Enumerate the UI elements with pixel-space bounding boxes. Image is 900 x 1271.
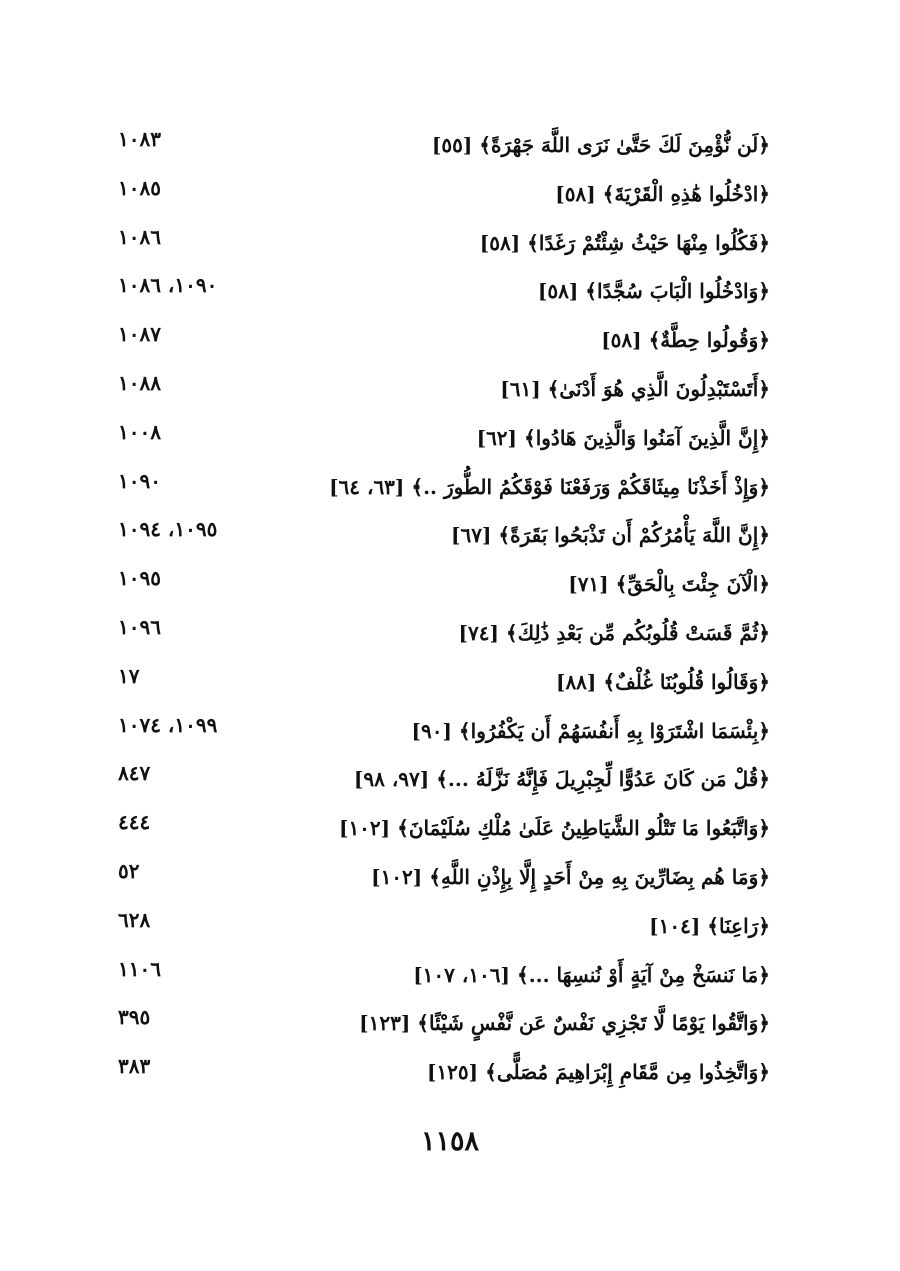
verse-text: ﴿الْآنَ جِئْتَ بِالْحَقِّ﴾ [٧١] [568,572,770,597]
verse-text: ﴿وَاتَّبَعُوا مَا تَتْلُو الشَّيَاطِينُ عَلَىٰ مُلْكِ سُلَيْمَانَ﴾ [١٠٢] [338,816,770,841]
index-row [118,220,770,269]
verse-text: ﴿وَاتَّخِذُوا مِن مَّقَامِ إِبْرَاهِيمَ مُصَلًّى﴾ [١٢٥] [426,1060,770,1085]
verse-text: ﴿وَادْخُلُوا الْبَابَ سُجَّدًا﴾ [٥٨] [537,279,770,304]
index-row [118,805,770,854]
page-references: ١٧ [118,663,140,688]
page-references: ١٠٩٥، ١٠٩٤ [118,517,218,542]
page-references: ١٠٨٨ [118,370,161,395]
index-row [118,366,770,415]
verse-index-table [118,122,770,1098]
index-row [118,1049,770,1098]
page-references: ١٠٩٠، ١٠٨٦ [118,273,218,298]
page-references: ١١٠٦ [118,956,161,981]
verse-text: ﴿وَإِذْ أَخَذْنَا مِيثَاقَكُمْ وَرَفَعْنَا فَوْقَكُمُ الطُّورَ ..﴾ [٦٣، ٦٤] [329,474,770,499]
page-references: ٦٢٨ [118,907,151,932]
index-row [118,415,770,464]
verse-text: ﴿ثُمَّ قَسَتْ قُلُوبُكُم مِّن بَعْدِ ذَٰلِكَ﴾ [٧٤] [458,620,770,645]
verse-text: ﴿رَاعِنَا﴾ [١٠٤] [649,913,770,938]
page-references: ١٠٨٦ [118,224,161,249]
verse-text: ﴿بِئْسَمَا اشْتَرَوْا بِهِ أَنفُسَهُمْ أَن يَكْفُرُوا﴾ [٩٠] [411,718,770,743]
verse-text: ﴿إِنَّ اللَّهَ يَأْمُرُكُمْ أَن تَذْبَحُوا بَقَرَةً﴾ [٦٧] [451,523,770,548]
index-row [118,268,770,317]
verse-text: ﴿قُلْ مَن كَانَ عَدُوًّا لِّجِبْرِيلَ فَإِنَّهُ نَزَّلَهُ ...﴾ [٩٧، ٩٨] [353,767,770,792]
verse-text: ﴿لَن نُّؤْمِنَ لَكَ حَتَّىٰ نَرَى اللَّهَ جَهْرَةً﴾ [٥٥] [431,133,770,157]
index-row [118,317,770,366]
verse-text: ﴿وَمَا هُم بِضَارِّينَ بِهِ مِنْ أَحَدٍ إِلَّا بِإِذْنِ اللَّهِ﴾ [١٠٢] [371,864,770,889]
page-references: ٣٨٣ [118,1054,151,1079]
page-references: ٤٤٤ [118,810,151,835]
index-row [118,903,770,952]
page-references: ٨٤٧ [118,761,151,786]
page-references: ١٠٠٨ [118,419,161,444]
verse-text: ﴿وَقُولُوا حِطَّةٌ﴾ [٥٨] [601,328,770,353]
verse-text: ﴿أَتَسْتَبْدِلُونَ الَّذِي هُوَ أَدْنَىٰ﴾ [٦١] [500,376,770,401]
page-references: ١٠٩٥ [118,566,161,591]
index-row [118,610,770,659]
index-row [118,561,770,610]
verse-text: ﴿إِنَّ الَّذِينَ آمَنُوا وَالَّذِينَ هَادُوا﴾ [٦٢] [476,425,770,450]
verse-text: ﴿وَاتَّقُوا يَوْمًا لَّا تَجْزِي نَفْسٌ عَن نَّفْسٍ شَيْئًا﴾ [١٢٣] [359,1011,770,1036]
index-row [118,659,770,708]
index-row [118,122,770,171]
verse-text: ﴿فَكُلُوا مِنْهَا حَيْثُ شِئْتُمْ رَغَدًا﴾ [٥٨] [479,230,770,255]
index-row [118,171,770,220]
index-row [118,464,770,513]
page-references: ١٠٨٥ [118,175,161,200]
page-number: ١١٥٨ [420,1126,479,1157]
page-references: ١٠٩٦ [118,614,161,639]
page-references: ١٠٨٧ [118,322,161,347]
page-references: ٥٢ [118,858,140,883]
page-references: ١٠٩٠ [118,468,161,493]
index-row [118,1000,770,1049]
page-references: ١٠٩٩، ١٠٧٤ [118,712,218,737]
index-row [118,952,770,1001]
verse-text: ﴿وَقَالُوا قُلُوبُنَا غُلْفٌ﴾ [٨٨] [555,669,770,694]
verse-text: ﴿ادْخُلُوا هَٰذِهِ الْقَرْيَةَ﴾ [٥٨] [555,181,770,206]
page-references: ١٠٨٣ [118,127,161,151]
page-references: ٣٩٥ [118,1005,151,1030]
index-row [118,756,770,805]
index-row [118,854,770,903]
verse-text: ﴿مَا نَنسَخْ مِنْ آيَةٍ أَوْ نُنسِهَا ...﴾ [١٠٦، ١٠٧] [413,962,770,987]
index-row [118,512,770,561]
index-row [118,708,770,757]
